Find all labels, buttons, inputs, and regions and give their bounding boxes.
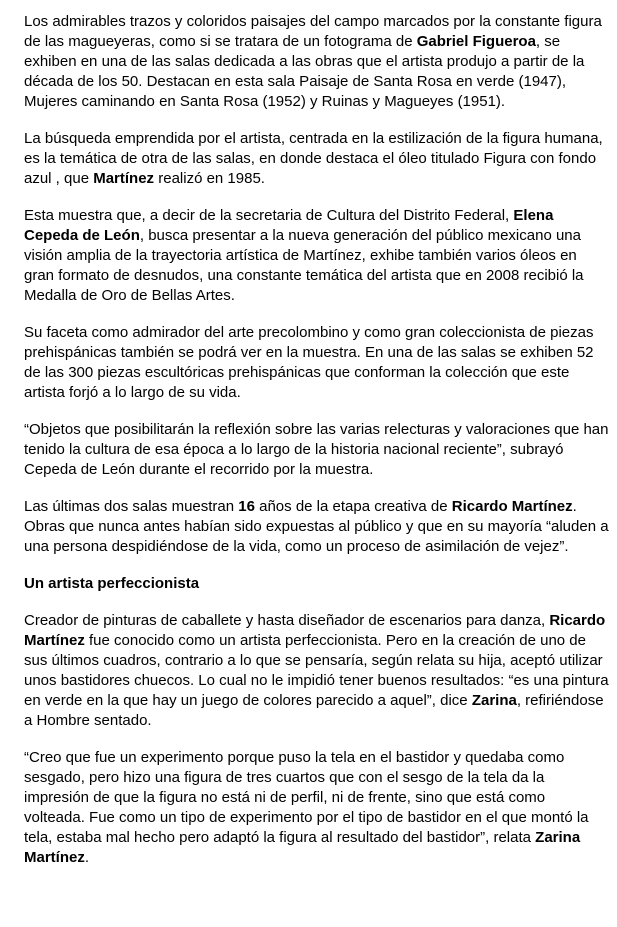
- section-heading: [24, 574, 609, 594]
- text-run: . Obras que nunca antes habían sido expuestas al público y que en su mayoría “aluden a una persona despidiéndose de la vida, como un proceso de asimilación de vejez”.: [24, 498, 609, 555]
- text-run: , se exhiben en una de las salas dedicada a las obras que el artista produjo a partir de la década de los 50. Destacan en esta sala Paisaje de Santa Rosa en verde (1947), Mujeres caminando en Santa Rosa (1952) y Ruinas y Magueyes (1951).: [24, 33, 585, 110]
- bold-text-run: Ricardo Martínez: [24, 612, 606, 649]
- bold-text-run: Zarina Martínez: [24, 829, 581, 866]
- text-run: , busca presentar a la nueva generación del público mexicano una visión amplia de la trayectoria artística de Martínez, exhibe también varios óleos en gran formato de desnudos, una constante temática del artista que en 2008 recibió la Medalla de Oro de Bellas Artes.: [24, 227, 584, 304]
- bold-text-run: Ricardo Martínez: [451, 498, 573, 515]
- article-paragraph-8: [24, 748, 609, 868]
- heading-text: Un artista perfeccionista: [24, 575, 200, 592]
- article-paragraph-7: [24, 611, 609, 731]
- article-paragraph-6: [24, 497, 609, 557]
- article-paragraph-1: [24, 12, 609, 112]
- text-run: “Objetos que posibilitarán la reflexión sobre las varias relecturas y valoraciones que han tenido la cultura de esa época a lo largo de la historia nacional reciente”, subrayó Cepeda de León durante el recorrido por la muestra.: [24, 421, 609, 478]
- text-run: Su faceta como admirador del arte precolombino y como gran coleccionista de piezas prehispánicas también se podrá ver en la muestra. En una de las salas se exhiben 52 de las 300 piezas escultóricas prehispánicas que conforman la colección que este artista forjó a lo largo de su vida.: [24, 324, 594, 401]
- article-paragraph-5: [24, 420, 609, 480]
- article-paragraph-3: [24, 206, 609, 306]
- bold-text-run: Elena Cepeda de León: [24, 207, 554, 244]
- bold-text-run: Martínez: [93, 170, 155, 187]
- text-run: realizó en 1985.: [154, 170, 265, 187]
- bold-text-run: 16: [238, 498, 255, 515]
- text-run: “Creo que fue un experimento porque puso la tela en el bastidor y quedaba como sesgado, pero hizo una figura de tres cuartos que con el sesgo de la tela da la impresión de que la figura no está ni de perfil, ni de frente, sino que está como volteada. Fue como un tipo de experimento por el tipo de bastidor en el que montó la tela, estaba mal hecho pero adaptó la figura al resultado del bastidor”, relata: [24, 749, 589, 846]
- text-run: , refiriéndose a Hombre sentado.: [24, 692, 604, 729]
- text-run: La búsqueda emprendida por el artista, centrada en la estilización de la figura humana, es la temática de otra de las salas, en donde destaca el óleo titulado Figura con fondo azul , que: [24, 130, 603, 187]
- text-run: fue conocido como un artista perfeccionista. Pero en la creación de uno de sus últimos cuadros, contrario a lo que se pensaría, según relata su hija, aceptó utilizar unos bastidores chuecos. Lo cual no le impidió tener buenos resultados: “es una pintura en verde en la que hay un juego de colores parecido a aquel”, dice: [24, 632, 609, 709]
- bold-text-run: Zarina: [471, 692, 517, 709]
- text-run: Esta muestra que, a decir de la secretaria de Cultura del Distrito Federal,: [24, 207, 514, 224]
- text-run: años de la etapa creativa de: [254, 498, 452, 515]
- article-paragraph-2: [24, 129, 609, 189]
- text-run: Las últimas dos salas muestran: [24, 498, 239, 515]
- text-run: .: [84, 849, 90, 866]
- bold-text-run: Gabriel Figueroa: [416, 33, 536, 50]
- text-run: Los admirables trazos y coloridos paisajes del campo marcados por la constante figura de las magueyeras, como si se tratara de un fotograma de: [24, 13, 602, 50]
- article-paragraph-4: [24, 323, 609, 403]
- text-run: Creador de pinturas de caballete y hasta diseñador de escenarios para danza,: [24, 612, 550, 629]
